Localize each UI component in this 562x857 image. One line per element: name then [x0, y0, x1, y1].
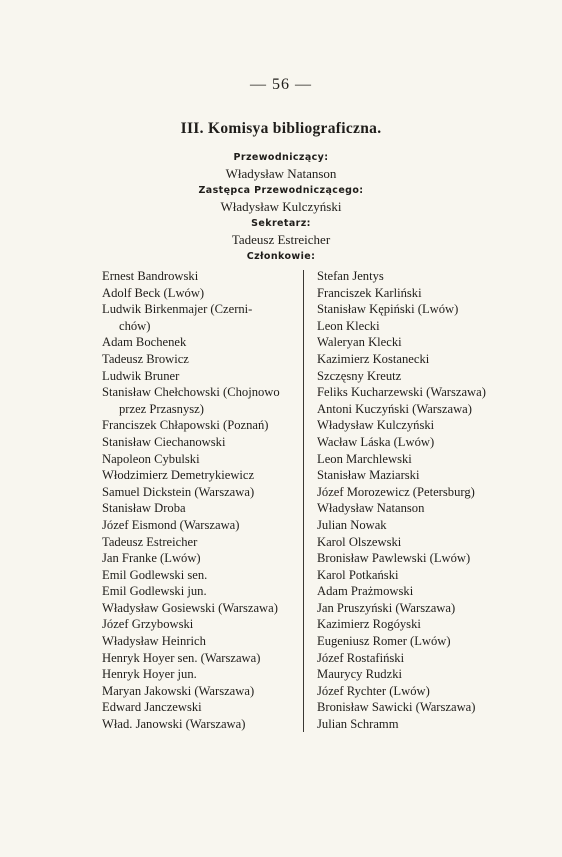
member-entry: Leon Marchlewski: [317, 451, 412, 466]
member-entry: Stanisław Droba: [102, 501, 186, 516]
member-entry: Henryk Hoyer sen. (Warszawa): [102, 650, 261, 665]
member-entry: Waleryan Klecki: [317, 335, 402, 350]
members-left-column: [102, 268, 292, 733]
member-entry: Jan Pruszyński (Warszawa): [317, 600, 456, 615]
chairman-name: Władysław Natanson: [225, 166, 337, 181]
member-entry: Tadeusz Estreicher: [102, 534, 198, 549]
member-entry: Franciszek Chłapowski (Poznań): [102, 418, 269, 433]
member-entry: Napoleon Cybulski: [102, 451, 200, 466]
member-entry: Ludwik Bruner: [102, 368, 180, 383]
member-entry: Stanisław Chełchowski (Chojnowo: [102, 385, 280, 400]
member-entry: Józef Grzybowski: [102, 617, 194, 632]
member-entry: Adam Bochenek: [102, 335, 187, 350]
member-entry: Władysław Gosiewski (Warszawa): [102, 600, 278, 615]
member-entry: chów): [119, 318, 151, 333]
member-entry: Józef Morozewicz (Petersburg): [317, 484, 475, 499]
page-number: — 56 —: [250, 76, 312, 93]
member-entry: Wład. Janowski (Warszawa): [102, 717, 246, 732]
section-title: III. Komisya bibliograficzna.: [180, 120, 382, 137]
member-entry: Władysław Natanson: [317, 501, 425, 516]
chairman-label: Przewodniczący:: [233, 152, 329, 163]
member-entry: Stefan Jentys: [317, 269, 384, 283]
member-entry: Bronisław Pawlewski (Lwów): [317, 551, 471, 566]
member-entry: Józef Rostafiński: [317, 650, 405, 665]
member-entry: Stanisław Ciechanowski: [102, 434, 226, 449]
member-entry: Franciszek Karliński: [317, 285, 422, 300]
member-entry: Władysław Kulczyński: [317, 418, 435, 433]
member-entry: Maurycy Rudzki: [317, 667, 402, 682]
member-entry: Ernest Bandrowski: [102, 269, 199, 283]
member-entry: Ludwik Birkenmajer (Czerni-: [102, 302, 253, 317]
member-entry: Stanisław Maziarski: [317, 468, 420, 483]
member-entry: Emil Godlewski jun.: [102, 584, 207, 599]
member-entry: Józef Rychter (Lwów): [317, 683, 430, 698]
column-divider: [303, 270, 304, 732]
member-entry: Wacław Láska (Lwów): [317, 434, 435, 449]
vice-chairman-name: Władysław Kulczyński: [220, 199, 342, 214]
secretary-name: Tadeusz Estreicher: [231, 232, 331, 247]
member-entry: Adolf Beck (Lwów): [102, 285, 205, 300]
member-entry: Tadeusz Browicz: [102, 351, 189, 366]
member-entry: Karol Olszewski: [317, 534, 402, 549]
member-entry: Antoni Kuczyński (Warszawa): [317, 401, 472, 416]
member-entry: Włodzimierz Demetrykiewicz: [102, 468, 255, 483]
member-entry: Kazimierz Rogóyski: [317, 617, 421, 632]
member-entry: Henryk Hoyer jun.: [102, 667, 197, 682]
secretary-label: Sekretarz:: [251, 218, 311, 229]
member-entry: Bronisław Sawicki (Warszawa): [317, 700, 476, 715]
vice-chairman-label: Zastępca Przewodniczącego:: [198, 185, 364, 196]
member-entry: Maryan Jakowski (Warszawa): [102, 683, 255, 698]
member-entry: Feliks Kucharzewski (Warszawa): [317, 385, 486, 400]
member-entry: Władysław Heinrich: [102, 634, 206, 649]
member-entry: Eugeniusz Romer (Lwów): [317, 634, 451, 649]
member-entry: Emil Godlewski sen.: [102, 567, 208, 582]
member-entry: Stanisław Kępiński (Lwów): [317, 302, 459, 317]
member-entry: Julian Schramm: [317, 717, 399, 732]
member-entry: Jan Franke (Lwów): [102, 551, 201, 566]
member-entry: Leon Klecki: [317, 318, 380, 333]
member-entry: przez Przasnysz): [119, 401, 204, 416]
member-entry: Kazimierz Kostanecki: [317, 351, 430, 366]
members-right-column: [317, 268, 517, 733]
member-entry: Samuel Dickstein (Warszawa): [102, 484, 255, 499]
members-label: Członkowie:: [246, 251, 316, 262]
member-entry: Julian Nowak: [317, 517, 387, 532]
member-entry: Szczęsny Kreutz: [317, 368, 402, 383]
member-entry: Adam Prażmowski: [317, 584, 414, 599]
member-entry: Józef Eismond (Warszawa): [102, 517, 240, 532]
member-entry: Edward Janczewski: [102, 700, 202, 715]
member-entry: Karol Potkański: [317, 567, 399, 582]
